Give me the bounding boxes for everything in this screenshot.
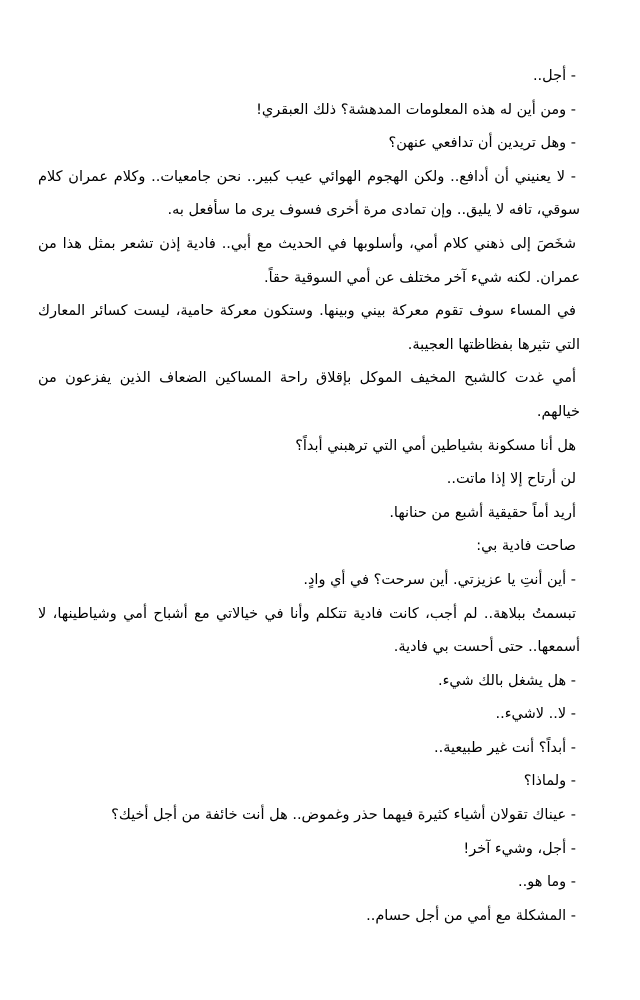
- paragraph: تبسمتُ ببلاهة.. لم أجب، كانت فادية تتكلم وأنا في خيالاتي مع أشباح أمي وشياطينها، لا أسمعها.. حتى أحست بي فادية.: [38, 605, 580, 656]
- paragraph: - ومن أين له هذه المعلومات المدهشة؟ ذلك العبقري!: [256, 101, 576, 118]
- paragraph: أريد أماً حقيقية أشبع من حنانها.: [389, 504, 576, 521]
- paragraph: - لا يعنيني أن أدافع.. ولكن الهجوم الهوائي عيب كبير.. نحن جامعيات.. وكلام عمران كلام سوقي، تافه لا يليق.. وإن تمادى مرة أخرى فسوف يرى ما سأفعل به.: [38, 168, 580, 219]
- paragraph: شخَصَ إلى ذهني كلام أمي، وأسلوبها في الحديث مع أبي.. فادية إذن تشعر بمثل هذا من عمران. لكنه شيء آخر مختلف عن أمي السوقية حقاً.: [38, 235, 580, 286]
- paragraph: - هل يشغل بالك شيء.: [438, 672, 576, 689]
- paragraph: لن أرتاح إلا إذا ماتت..: [446, 471, 576, 488]
- paragraph: - أجل..: [532, 68, 576, 84]
- paragraph: أمي غدت كالشبح المخيف الموكل بإقلاق راحة المساكين الضعاف الذين يفزعون من خيالهم.: [38, 370, 580, 420]
- paragraph: - أجل، وشيء آخر!: [463, 840, 576, 857]
- paragraph: في المساء سوف تقوم معركة بيني وبينها. وستكون معركة حامية، ليست كسائر المعارك التي تثيرها بفظاظتها العجيبة.: [38, 303, 580, 353]
- page-text: [38, 60, 580, 933]
- paragraph: هل أنا مسكونة بشياطين أمي التي ترهبني أبداً؟: [295, 437, 576, 454]
- paragraph: - المشكلة مع أمي من أجل حسام..: [366, 907, 576, 924]
- paragraph: - لا.. لاشيء..: [495, 706, 576, 723]
- paragraph: - عيناك تقولان أشياء كثيرة فيهما حذر وغموض.. هل أنت خائفة من أجل أخيك؟: [111, 807, 576, 824]
- paragraph: - وما هو..: [518, 874, 576, 891]
- paragraph: - أين أنتِ يا عزيزتي. أين سرحت؟ في أي وادٍ.: [303, 571, 576, 588]
- paragraph: - أبداً؟ أنت غير طبيعية..: [434, 739, 576, 756]
- paragraph: - وهل تريدين أن تدافعي عنهن؟: [388, 135, 576, 152]
- paragraph: - ولماذا؟: [523, 773, 576, 790]
- paragraph: صاحت فادية بي:: [476, 538, 576, 555]
